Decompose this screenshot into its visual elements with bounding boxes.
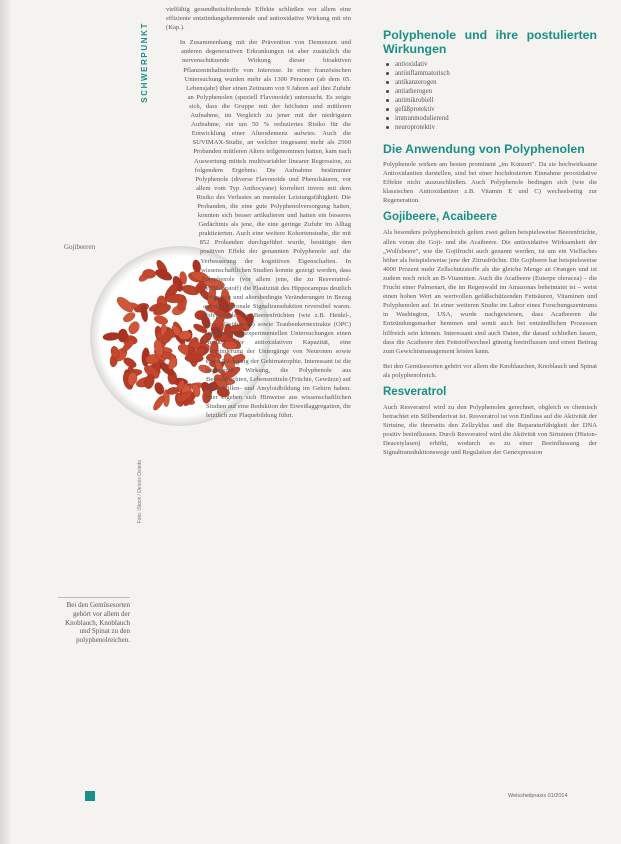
effects-list <box>383 60 597 132</box>
list-item: gefäßprotektiv <box>395 105 597 114</box>
heading-anwendung: Die Anwendung von Polyphenolen <box>383 142 585 156</box>
list-item: immunmodulierend <box>395 114 597 123</box>
page-number-marker <box>85 791 95 801</box>
heading-resveratrol: Resveratrol <box>383 385 447 398</box>
list-item: antikanzerogen <box>395 78 597 87</box>
heading-gojibeere: Gojibeere, Acaibeere <box>383 211 497 224</box>
middle-intro: vielfältig gesundheitsfördernde Effekte schließen vor allem eine effiziente entzündungshemmende und antioxidative Wirkung mit ein (Kap.). <box>166 6 351 32</box>
list-item: neuroprotektiv <box>395 123 597 132</box>
list-item: antiinflammatorisch <box>395 69 597 78</box>
middle-wrap-block <box>166 38 351 420</box>
list-item: antimikrobiell <box>395 96 597 105</box>
right-column <box>383 28 597 464</box>
list-item: antiatherogen <box>395 87 597 96</box>
page-gutter-shadow <box>0 0 12 844</box>
side-caption: Bei den Gemüsesorten gehört vor allem der Knoblauch, Knoblauch und Spinat zu den polyphenolreichen. <box>58 597 130 645</box>
para-anwendung: Polyphenole wirken am besten prominent „im Konzert". Da sie hochwirksame Antioxidantien darstellen, sind bei einer hochdosierten Einnahme prooxidative Effekte nicht auszuschließen. Auch Polyphenole bedingen sich (wie die klassischen Antioxidantien z.B. Vitamin E und C) wechselseitig zur Regeneration. <box>383 161 597 205</box>
para-resveratrol: Auch Resveratrol wird zu den Polyphenolen gerechnet, obgleich es chemisch betrachtet ein Stilbenderivat ist. Resveratrol ist von Einfluss auf die Aktivität der Sirtuine, die ihrerseits den Zellzyklus und die Reparaturfähigkeit der DNA positiv beeinflussen. Durch Resveratrol wird die Aktivität von Sirtuinen (Histon-Deacetylasen) erhöht, wodurch es zu einer Beeinflussung der Signaltransduktionswege und Regulation der Genexpression <box>383 403 597 457</box>
heading-wirkungen: Polyphenole und ihre postulierten Wirkungen <box>383 28 597 56</box>
section-label: SCHWERPUNKT <box>140 22 149 103</box>
figure-label: Gojibeeren <box>64 243 96 251</box>
para-goji: Als besonders polyphenolreich gelten zwei gelten beispielsweise Beerenfrüchte, allen voran die Goji- und die Acaibeere. Die antioxidative Wirksamkeit der „Wolfsbeere", wie die Gojifrucht auch genannt werden, ist um ein Vielfaches höher als beispielsweise jene der Zitrusfrüchte. Die Gojibeere hat beispielsweise 4000 Prozent mehr Zellschutzstoffe als die gleiche Menge an Orangen und ist zudem noch reich an B-Vitaminen. Auch die Acaibeere (Euterpe oleracea) – die Frucht einer Palmenart, die im Regenwald im Amazonas beheimatet ist – weist einen hohen Wert an wertvollen gefäßschützenden Fettsäuren, Vitaminen und Polyphenolen auf. In einer weiteren Studie im Labor eines Forschungszentrums in Washington, USA, wurde nachgewiesen, dass Acaibeeren die Entzündungsmarker hemmen und somit auch bei entzündlichen Prozessen hilfreich sein können. Interessant sind auch Daten, die darauf schließen lassen, dass die Acaibeere den Fettstoffwechsel günstig beeinflussen und einen Beitrag zum Gewichtsmanagement leisten kann. <box>383 229 597 355</box>
para-gemuese: Bei den Gemüsesorten gehört vor allem die Knoblauchen, Knoblauch und Spinat als polyphenolreich. <box>383 362 597 379</box>
list-item: antioxidativ <box>395 60 597 69</box>
middle-body: In Zusammenhang mit der Prävention von Demenzen und anderen degenerativen Erkrankungen ist aber zusätzlich die nervenschützende Wirkung dieser bioaktiven Pflanzeninhaltsstoffe von Interesse. In einer französischen Untersuchung wurden mehr als 1300 Personen (ab dem 65. Lebensjahr) über einen Zeitraum von 9 Jahren auf ihre Zufuhr an Polyphenolen (speziell Flavonoide) untersucht. Es zeigte sich, dass die Gruppe mit der höchsten und mittleren Aufnahme, im Vergleich zu jener mit der niedrigsten Aufnahme, ein um 50 % reduziertes Risiko für die Entwicklung einer Altersdemenz aufwies. Auch die SUVIMAX-Studie, an welcher insgesamt mehr als 2500 Probanden mittleren Alters teilgenommen hatten, kam nach Auswertung mittels multivariabler linearer Regression, zu folgendem Ergebnis: Die Aufnahme bestimmter Polyphenole (diverse Flavonoide und Phenolsäuren, vor allem vom Typ Anthocyane) korreliert invers mit dem Risiko des Verlustes an mentaler Leistungsfähigkeit. Die Probanden, die eine gute Polyphenolversorgung hatten, konnten sich besser artikulieren und hatten ein besseres Gedächtnis als jene, die eine geringe Zufuhr im Alltag praktizierten. Auch eine weitere Kohortenstudie, die mit 852 Probanden durchgeführt wurde, bestätigte den positiven Effekt der genannten Polyphenole auf die Verbesserung der kognitiven Eigenschaften. In wissenschaftlichen Studien konnte gezeigt werden, dass Polyphenole (vor allem jene, die zu Resveratrol-Sekundärstoff) die Plastizität des Hippocampus deutlich verbessern und altersbedingte Veränderungen in Bezug auf die neuronale Signaltransduktion reversibel waren. Polyphenole aus Beerenfrüchten (wie z.B. Heidel-, Acai-, Gojibeeren) sowie Traubenkernextrakte (OPC) ergaben in tierexperimentellen Untersuchungen einen Anstieg der antioxidativen Kapazität, eine Verminderung der Untergänge von Neuronen sowie einen Rückgang der Gehirnatrophie. Interessant ist die hemmende Wirkung, die Polyphenole aus Beerenfrüchten, Lebensmitteln (Früchte, Gewürze) auf die Fibrillen- und Amyloidbildung im Gehirn haben. Hier ergeben sich Hinweise aus wissenschaftlichen Studien auf eine Reduktion der Eiweißaggregation, die letztlich zur Plaquebildung führt. <box>179 39 351 420</box>
middle-column <box>166 5 351 528</box>
photo-credit: Foto: iStock / Dennis Oviedo <box>137 460 143 524</box>
footer-issue: Weissheilpraxis 01/2014 <box>508 793 568 799</box>
image-wrap-space <box>86 198 206 528</box>
